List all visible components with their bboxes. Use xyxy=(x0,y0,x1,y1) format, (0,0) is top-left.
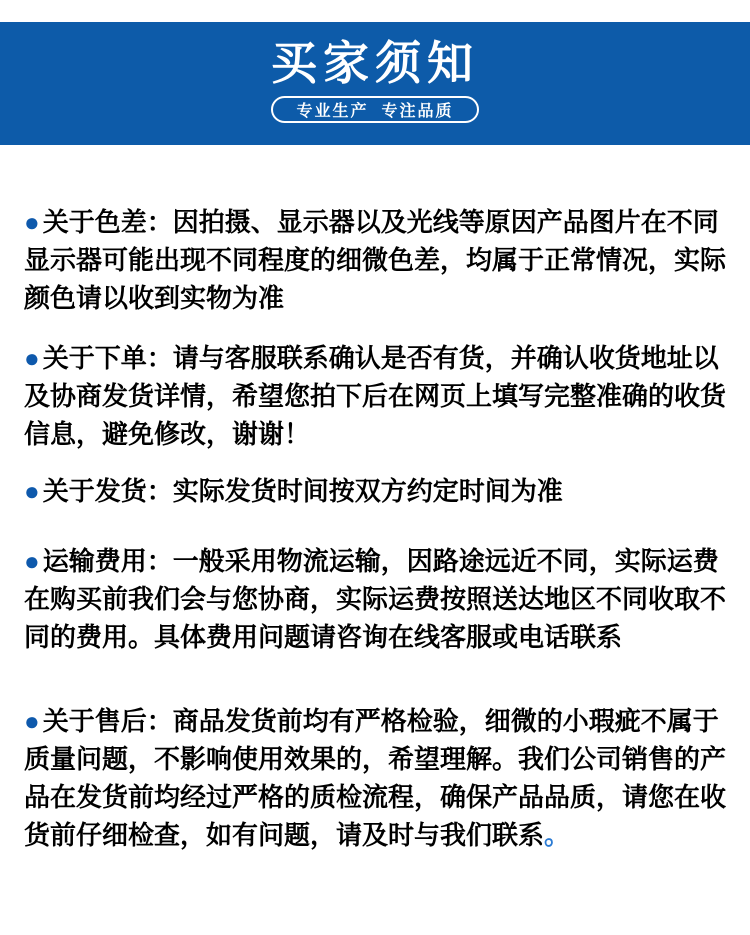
notice-list xyxy=(0,145,750,854)
notice-text: 请与客服联系确认是否有货，并确认收货地址以及协商发货详情，希望您拍下后在网页上填写完整准确的收货信息，避免修改，谢谢！ xyxy=(24,343,727,449)
notice-item-ordering xyxy=(24,339,728,453)
notice-text: 因拍摄、显示器以及光线等原因产品图片在不同显示器可能出现不同程度的细微色差，均属于正常情况，实际颜色请以收到实物为准 xyxy=(24,207,727,313)
header-badge xyxy=(271,96,480,123)
notice-item-color-difference xyxy=(24,203,728,317)
notice-label: 关于下单： xyxy=(42,343,173,373)
notice-text: 一般采用物流运输，因路途远近不同，实际运费在购买前我们会与您协商，实际运费按照送达地区不同收取不同的费用。具体费用问题请咨询在线客服或电话联系 xyxy=(24,546,727,652)
bullet-icon: ● xyxy=(24,706,40,736)
notice-item-shipping xyxy=(24,472,728,510)
notice-label: 关于售后： xyxy=(42,706,173,736)
notice-item-after-sales xyxy=(24,702,728,854)
notice-text: 商品发货前均有严格检验，细微的小瑕疵不属于质量问题，不影响使用效果的，希望理解。我们公司销售的产品在发货前均经过严格的质检流程，确保产品品质，请您在收货前仔细检查，如有问题，请及时与我们联系 xyxy=(24,706,727,850)
bullet-icon: ● xyxy=(24,546,40,576)
header-badge-text: 专业生产 专注品质 xyxy=(296,103,454,120)
notice-label: 运输费用： xyxy=(42,546,173,576)
bullet-icon: ● xyxy=(24,476,40,506)
bullet-icon: ● xyxy=(24,343,40,373)
page-title: 买家须知 xyxy=(271,37,479,89)
notice-text: 实际发货时间按双方约定时间为准 xyxy=(172,476,563,506)
notice-label: 关于色差： xyxy=(42,207,173,237)
notice-tail: 。 xyxy=(544,820,571,850)
header-banner xyxy=(0,22,750,145)
notice-item-freight-cost xyxy=(24,542,728,656)
bullet-icon: ● xyxy=(24,207,40,237)
notice-label: 关于发货： xyxy=(42,476,173,506)
